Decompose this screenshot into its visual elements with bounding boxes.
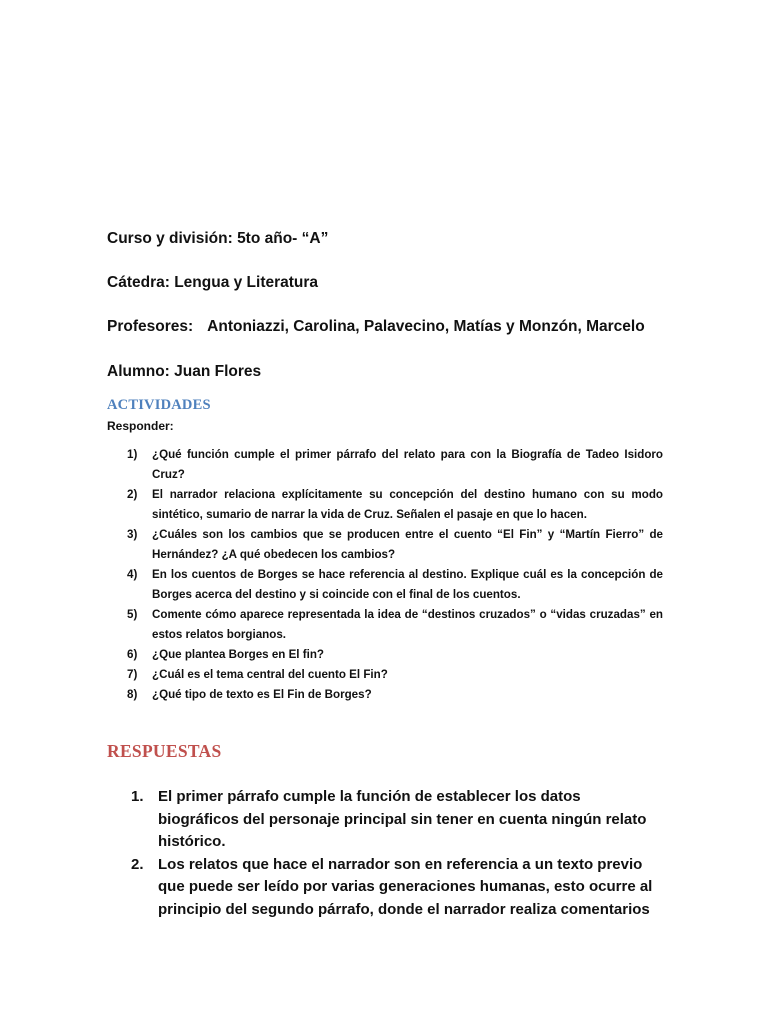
answer-item: [107, 854, 663, 922]
question-item: [107, 605, 663, 645]
responder-instruction: Responder:: [107, 419, 174, 433]
answer-number: 2.: [131, 855, 144, 873]
catedra-value: Lengua y Literatura: [174, 274, 319, 291]
question-item: [107, 565, 663, 605]
actividades-heading: ACTIVIDADES: [107, 397, 211, 413]
question-number: 1): [127, 448, 138, 461]
question-text: Comente cómo aparece representada la idea de “destinos cruzados” o “vidas cruzadas” en estos relatos borgianos.: [152, 608, 663, 641]
question-number: 3): [127, 528, 138, 541]
question-item: [107, 525, 663, 565]
alumno-line: [107, 363, 261, 381]
catedra-label: Cátedra:: [107, 274, 170, 291]
profesores-label: Profesores:: [107, 318, 194, 335]
question-item: [107, 645, 663, 665]
question-number: 2): [127, 488, 138, 501]
alumno-value: Juan Flores: [174, 363, 262, 380]
curso-label: Curso y división:: [107, 230, 233, 247]
answers-list: [107, 786, 663, 921]
answer-text: El primer párrafo cumple la función de establecer los datos biográficos del personaje principal sin tener en cuenta ningún relato histórico.: [158, 788, 647, 850]
curso-line: [107, 230, 328, 248]
answer-number: 1.: [131, 788, 144, 805]
answer-item: [107, 786, 663, 854]
question-item: [107, 485, 663, 525]
question-text: ¿Qué función cumple el primer párrafo del relato para con la Biografía de Tadeo Isidoro Cruz?: [152, 448, 663, 481]
question-number: 8): [127, 688, 138, 701]
curso-value: 5to año- “A”: [237, 230, 329, 247]
question-text: ¿Cuál es el tema central del cuento El Fin?: [152, 668, 388, 681]
question-text: El narrador relaciona explícitamente su concepción del destino humano con su modo sintético, sumario de narrar la vida de Cruz. Señalen el pasaje en que lo hacen.: [152, 488, 663, 521]
question-text: ¿Que plantea Borges en El fin?: [152, 648, 324, 661]
questions-list: [107, 445, 663, 705]
question-number: 4): [127, 568, 138, 581]
question-text: ¿Qué tipo de texto es El Fin de Borges?: [152, 688, 372, 701]
profesores-value: Antoniazzi, Carolina, Palavecino, Matías y Monzón, Marcelo: [207, 318, 645, 335]
question-item: [107, 665, 663, 685]
alumno-label: Alumno:: [107, 363, 170, 380]
profesores-line: [107, 318, 645, 336]
question-number: 6): [127, 648, 138, 661]
question-number: 5): [127, 608, 138, 621]
question-text: ¿Cuáles son los cambios que se producen entre el cuento “El Fin” y “Martín Fierro” de Hernández? ¿A qué obedecen los cambios?: [152, 528, 663, 561]
question-item: [107, 445, 663, 485]
answer-text: Los relatos que hace el narrador son en referencia a un texto previo que puede ser leído por varias generaciones humanas, esto ocurre al principio del segundo párrafo, donde el narrador realiza comentarios: [158, 855, 653, 918]
question-item: [107, 685, 663, 705]
question-text: En los cuentos de Borges se hace referencia al destino. Explique cuál es la concepción de Borges acerca del destino y si coincide con el final de los cuentos.: [152, 568, 663, 601]
catedra-line: [107, 274, 318, 292]
respuestas-heading: RESPUESTAS: [107, 741, 222, 761]
question-number: 7): [127, 668, 138, 681]
